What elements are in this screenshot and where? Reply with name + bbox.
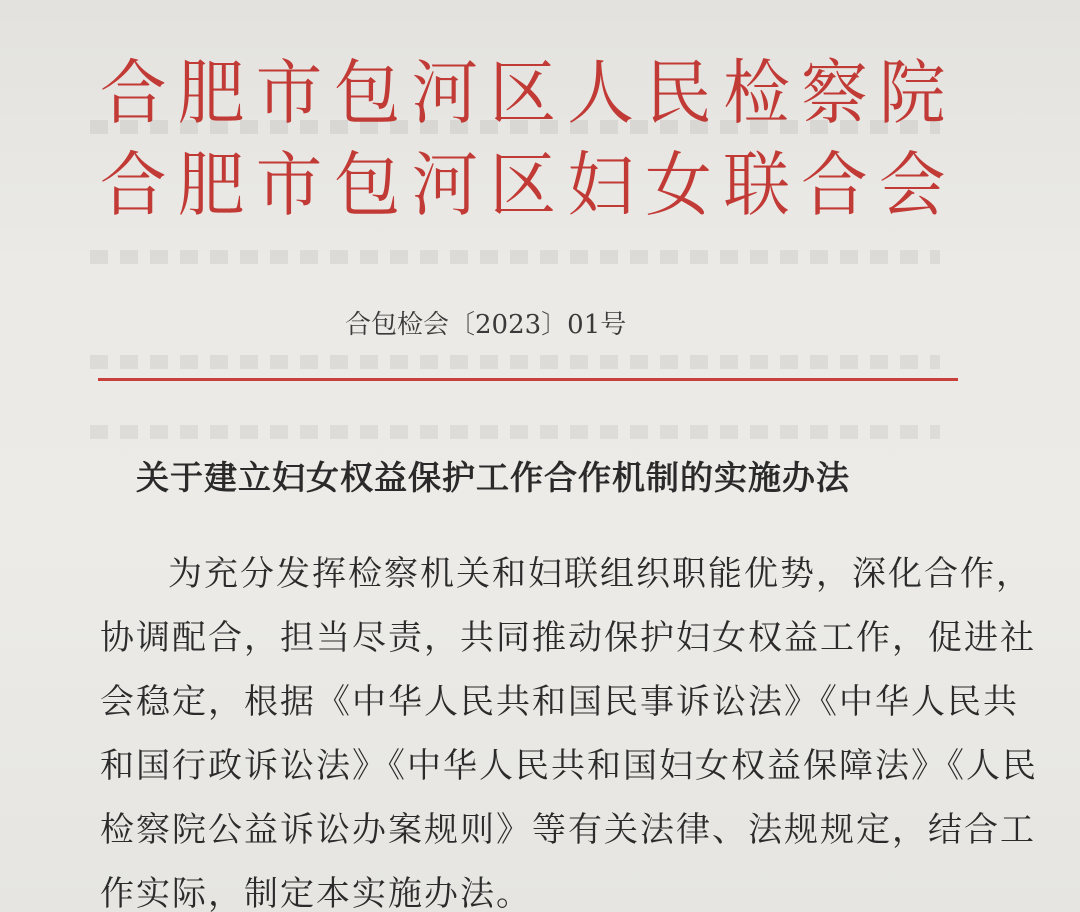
body-line: 协调配合，担当尽责，共同推动保护妇女权益工作，促进社 bbox=[100, 618, 1036, 658]
body-paragraph bbox=[100, 542, 1038, 912]
document-number: 合包检会〔2023〕01号 bbox=[345, 310, 627, 340]
body-line: 作实际，制定本实施办法。 bbox=[100, 874, 532, 912]
issuing-organization-womens-federation: 合肥市包河区妇女联合会 bbox=[100, 144, 957, 226]
body-line: 检察院公益诉讼办案规则》等有关法律、法规规定，结合工 bbox=[100, 810, 1036, 850]
body-line: 为充分发挥检察机关和妇联组织职能优势，深化合作， bbox=[168, 554, 1032, 594]
body-line: 会稳定，根据《中华人民共和国民事诉讼法》《中华人民共 bbox=[100, 682, 1019, 722]
document-title: 关于建立妇女权益保护工作合作机制的实施办法 bbox=[136, 458, 850, 497]
bleed-through-texture bbox=[90, 355, 940, 369]
red-separator-line bbox=[98, 378, 958, 381]
bleed-through-texture bbox=[90, 250, 940, 264]
issuing-organization-procuratorate: 合肥市包河区人民检察院 bbox=[100, 52, 957, 134]
body-line: 和国行政诉讼法》《中华人民共和国妇女权益保障法》《人民 bbox=[100, 746, 1038, 786]
bleed-through-texture bbox=[90, 425, 940, 439]
